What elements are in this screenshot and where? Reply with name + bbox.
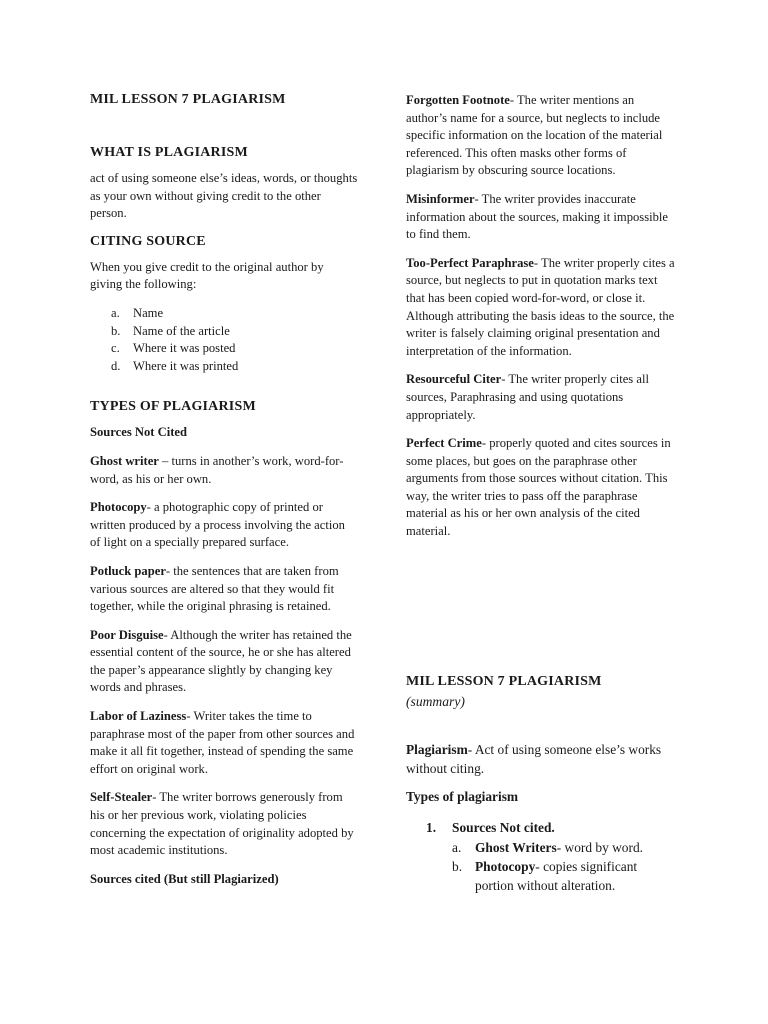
definition-text: - The writer borrows generously from his or her previous work, violating policies concerning the expectation of originality adopted by most academic institutions. <box>90 790 354 858</box>
definition-text: - The writer properly cites a source, but neglects to put in quotation marks text that has been copied word-for-word, or close it. Although attributing the basis ideas to the source, the writer is falsely claiming original presentation and interpretation of the information. <box>406 255 675 358</box>
definition-text: - the sentences that are taken from various sources are altered so that they would fit together, while the original phrasing is retained. <box>90 563 339 614</box>
list-marker: 1. <box>426 820 437 835</box>
what-is-plagiarism-text: act of using someone else’s ideas, words, or thoughts as your own without giving credit to the other person. <box>90 171 358 221</box>
definition-text: - The writer properly cites all sources, Paraphrasing and using quotations appropriately. <box>406 372 649 422</box>
definition-entry <box>90 708 358 778</box>
summary-section <box>406 674 676 895</box>
definition-text: - Although the writer has retained the essential content of the source, he or she has altered the paper’s appearance slightly by changing key words and phrases. <box>90 627 352 695</box>
document-title: MIL LESSON 7 PLAGIARISM <box>90 92 286 107</box>
left-column <box>90 92 358 899</box>
definition-term: Plagiarism <box>406 742 468 757</box>
list-item-content <box>475 838 643 857</box>
list-marker: c. <box>111 341 120 356</box>
definition-entry <box>90 453 358 488</box>
definition-entry <box>90 627 358 697</box>
citing-source-heading: CITING SOURCE <box>90 233 206 249</box>
definition-term: Too-Perfect Paraphrase <box>406 255 534 270</box>
list-item-text: Where it was printed <box>133 358 239 373</box>
right-column <box>406 92 676 552</box>
list-item-term: Ghost Writers <box>475 840 557 855</box>
list-item <box>111 340 358 358</box>
definition-entry <box>406 191 676 244</box>
list-item-text: Where it was posted <box>133 341 236 356</box>
citing-source-list <box>111 305 358 375</box>
numbered-item-text: Sources Not cited. <box>452 820 555 835</box>
list-item-term: Photocopy <box>475 859 536 874</box>
what-is-plagiarism-heading: WHAT IS PLAGIARISM <box>90 145 248 160</box>
list-item <box>111 305 358 323</box>
plagiarism-definition <box>406 740 676 778</box>
list-marker: a. <box>111 305 120 320</box>
definition-term: Misinformer <box>406 191 475 206</box>
definition-entry <box>90 563 358 616</box>
definition-entry <box>406 371 676 424</box>
definition-term: Perfect Crime <box>406 436 482 451</box>
summary-sublist <box>452 838 676 895</box>
list-item-text: Name of the article <box>133 323 230 338</box>
definition-text: - properly quoted and cites sources in some places, but goes on the paraphrase other arguments from those sources without citation. This way, the writer tries to pass off the paraphrase material as his or her own analysis of the cited material. <box>406 436 671 539</box>
definition-term: Labor of Laziness <box>90 709 187 724</box>
types-of-plagiarism-subheading: Types of plagiarism <box>406 789 519 804</box>
definition-term: Self-Stealer <box>90 790 153 805</box>
definition-entry <box>406 255 676 361</box>
citing-source-text: When you give credit to the original author by giving the following: <box>90 259 324 292</box>
list-marker: d. <box>111 358 121 373</box>
list-marker: b. <box>111 323 121 338</box>
definition-term: Resourceful Citer <box>406 372 502 387</box>
list-marker: a. <box>452 840 462 855</box>
definition-term: Photocopy <box>90 500 147 515</box>
numbered-item <box>426 818 676 837</box>
definition-term: Potluck paper <box>90 563 166 578</box>
definition-term: Poor Disguise <box>90 627 164 642</box>
list-item <box>452 857 676 895</box>
definition-entry <box>406 435 676 541</box>
definition-term: Ghost writer <box>90 453 159 468</box>
definition-text: - Act of using someone else’s works without citing. <box>406 742 662 776</box>
summary-subtitle: (summary) <box>406 694 465 709</box>
definition-text: - The writer mentions an author’s name for a source, but neglects to include specific information on the location of the material referenced. This often masks other forms of plagiarism by obscuring source locations. <box>406 93 663 178</box>
definition-term: Forgotten Footnote <box>406 93 510 107</box>
definition-text: - The writer provides inaccurate information about the sources, making it impossible to find them. <box>406 191 668 242</box>
list-item-content <box>475 857 676 895</box>
sources-not-cited-heading: Sources Not Cited <box>90 425 188 440</box>
definition-entry <box>90 789 358 859</box>
list-item <box>111 358 358 376</box>
list-item-text: - word by word. <box>556 840 643 855</box>
list-marker: b. <box>452 859 463 874</box>
summary-title: MIL LESSON 7 PLAGIARISM <box>406 674 602 689</box>
definition-text: - a photographic copy of printed or written produced by a process involving the action of light on a specially prepared surface. <box>90 500 345 550</box>
list-item-text: - copies significant portion without alteration. <box>475 859 638 893</box>
list-item <box>111 323 358 341</box>
definition-entry <box>406 92 676 180</box>
definition-entry <box>90 499 358 552</box>
sources-cited-heading: Sources cited (But still Plagiarized) <box>90 871 279 886</box>
list-item-text: Name <box>133 305 164 320</box>
list-item <box>452 838 676 857</box>
types-of-plagiarism-heading: TYPES OF PLAGIARISM <box>90 399 256 415</box>
definition-text: - Writer takes the time to paraphrase most of the paper from other sources and make it all fit together, instead of spending the same effort on original work. <box>90 709 355 776</box>
definition-text: – turns in another’s work, word-for-word, as his or her own. <box>90 453 344 486</box>
